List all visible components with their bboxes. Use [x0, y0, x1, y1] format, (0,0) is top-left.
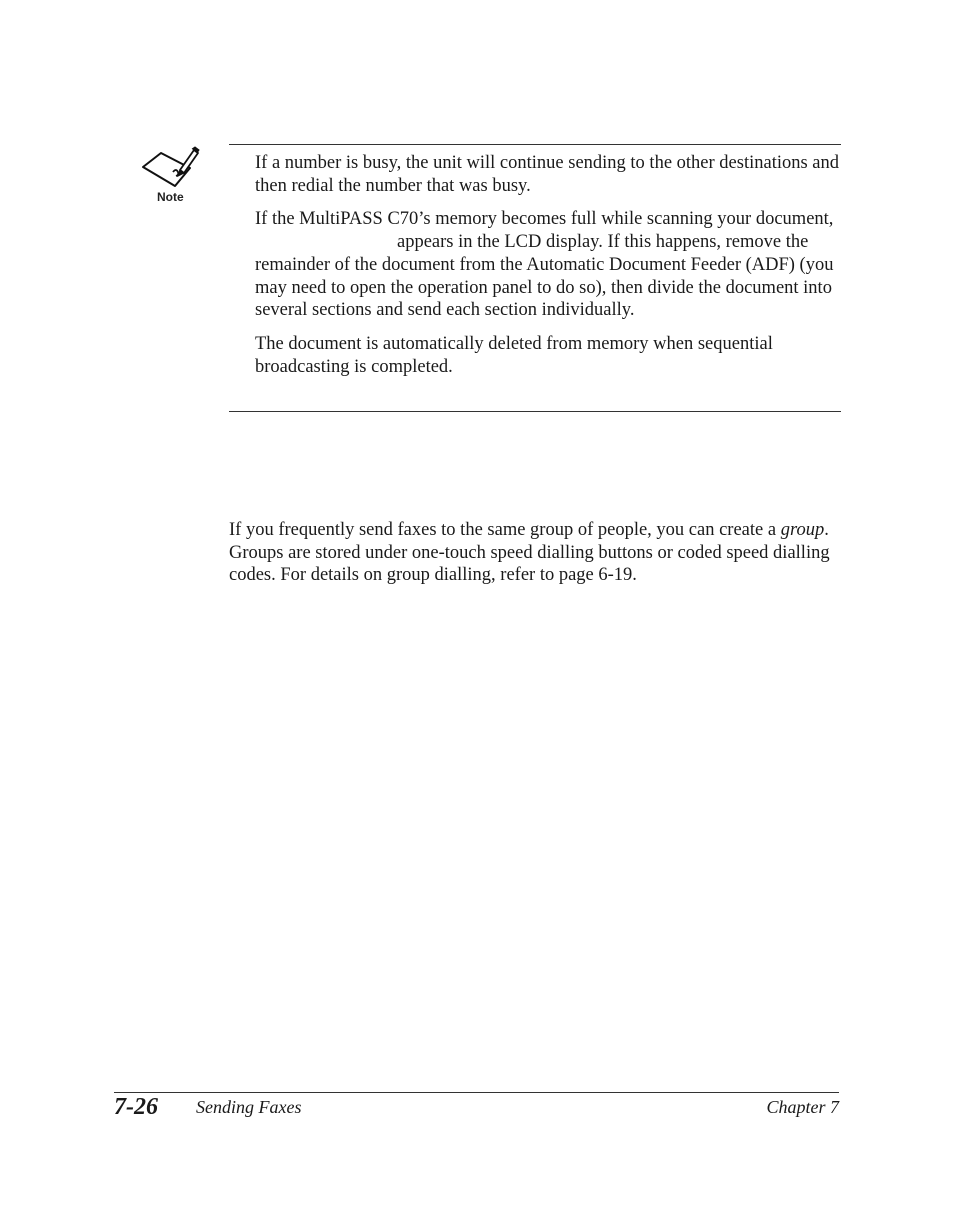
- body-text-end: . Groups are stored under one-touch speed dialling buttons or coded speed dialling codes. For details on group dialling, refer to page 6-19.: [229, 520, 830, 586]
- note-icon: [140, 146, 200, 208]
- group-term: group: [780, 520, 825, 540]
- section-title: Sending Faxes: [196, 1097, 302, 1117]
- page-number: 7-26: [114, 1094, 158, 1120]
- chapter-label: Chapter 7: [766, 1097, 839, 1117]
- note-bottom-divider: [229, 411, 841, 412]
- note-paragraph-busy: If a number is busy, the unit will continue sending to the other destinations and then redial the number that was busy.: [255, 153, 840, 196]
- note-memory-text-after: appears in the LCD display. If this happens, remove the remainder of the document from the Automatic Document Feeder (ADF) (you may need to open the operation panel to do so), then divide the document into several sections and send each section individually.: [255, 232, 834, 321]
- note-label: Note: [157, 190, 184, 204]
- note-box: [255, 152, 845, 389]
- note-paragraph-memory: [255, 208, 845, 322]
- note-paragraph-deleted: The document is automatically deleted from memory when sequential broadcasting is completed.: [255, 333, 773, 377]
- pencil-note-icon: [140, 146, 200, 192]
- note-top-divider: [229, 144, 841, 145]
- note-memory-text-before: If the MultiPASS C70’s memory becomes full while scanning your document,: [255, 209, 834, 230]
- group-dialling-paragraph: [229, 519, 845, 587]
- body-text-start: If you frequently send faxes to the same group of people, you can create a: [229, 520, 777, 540]
- footer-divider: [114, 1092, 839, 1093]
